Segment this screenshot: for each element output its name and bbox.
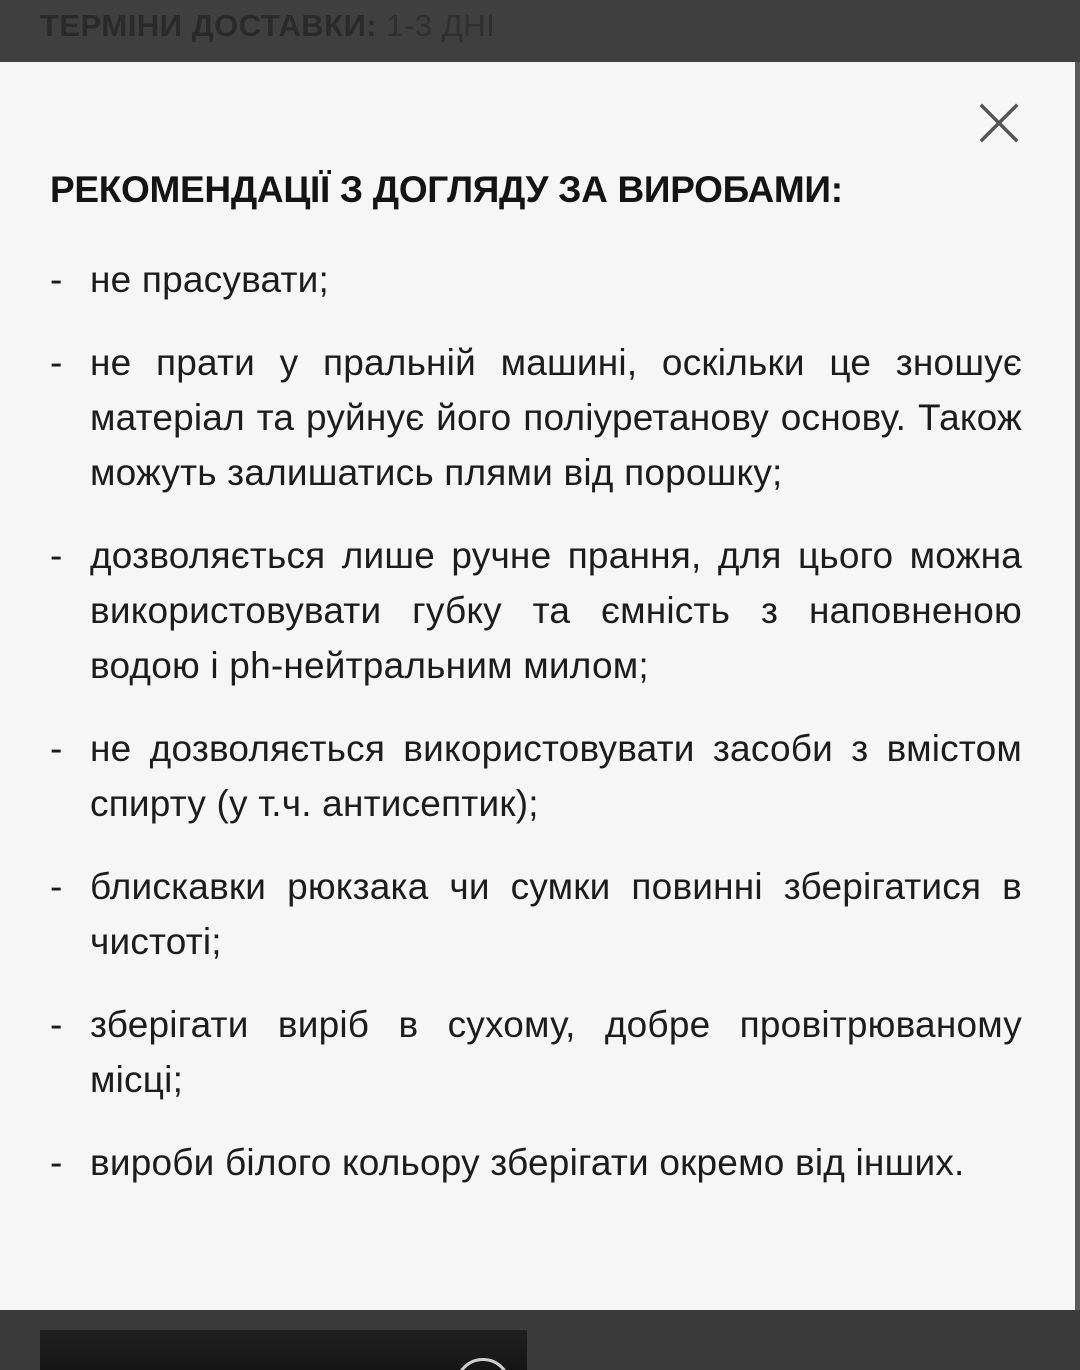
background-page-content — [0, 1310, 1080, 1370]
care-instruction-item — [50, 528, 1022, 693]
bullet-dash: - — [50, 259, 63, 300]
care-instruction-item — [50, 997, 1022, 1107]
care-instruction-text: зберігати виріб в сухому, добре провітрюваному місці; — [90, 1004, 1022, 1100]
close-button[interactable] — [972, 98, 1024, 150]
care-instruction-text: не прати у пральній машині, оскільки це зношує матеріал та руйнує його поліуретанову основу. Також можуть залишатись плями від порошку; — [90, 342, 1022, 493]
care-instructions-list — [50, 252, 1022, 1218]
modal-scrollbar[interactable] — [1075, 62, 1080, 1310]
modal-title: РЕКОМЕНДАЦІЇ З ДОГЛЯДУ ЗА ВИРОБАМИ: — [50, 169, 843, 210]
bullet-dash: - — [50, 1142, 63, 1183]
care-instruction-text: блискавки рюкзака чи сумки повинні зберігатися в чистоті; — [90, 866, 1022, 962]
image-control-icon — [455, 1358, 511, 1370]
delivery-terms-value: 1-3 ДНІ — [386, 8, 496, 43]
close-icon — [972, 98, 1024, 150]
delivery-terms — [40, 8, 495, 44]
care-instruction-text: вироби білого кольору зберігати окремо від інших. — [90, 1142, 965, 1183]
product-image-thumbnail[interactable] — [40, 1330, 527, 1370]
bullet-dash: - — [50, 728, 63, 769]
bullet-dash: - — [50, 342, 63, 383]
care-instruction-item — [50, 1135, 1022, 1190]
care-instruction-item — [50, 721, 1022, 831]
care-instruction-item — [50, 859, 1022, 969]
bullet-dash: - — [50, 866, 63, 907]
care-instruction-item — [50, 335, 1022, 500]
bullet-dash: - — [50, 1004, 63, 1045]
care-instruction-text: не прасувати; — [90, 259, 329, 300]
care-instruction-text: дозволяється лише ручне прання, для цього можна використовувати губку та ємність з наповненою водою і ph-нейтральним милом; — [90, 535, 1022, 686]
bullet-dash: - — [50, 535, 63, 576]
delivery-terms-label: ТЕРМІНИ ДОСТАВКИ: — [40, 8, 378, 43]
background-page-header — [0, 0, 1080, 62]
care-instruction-text: не дозволяється використовувати засоби з вмістом спирту (у т.ч. антисептик); — [90, 728, 1022, 824]
care-instruction-item — [50, 252, 1022, 307]
